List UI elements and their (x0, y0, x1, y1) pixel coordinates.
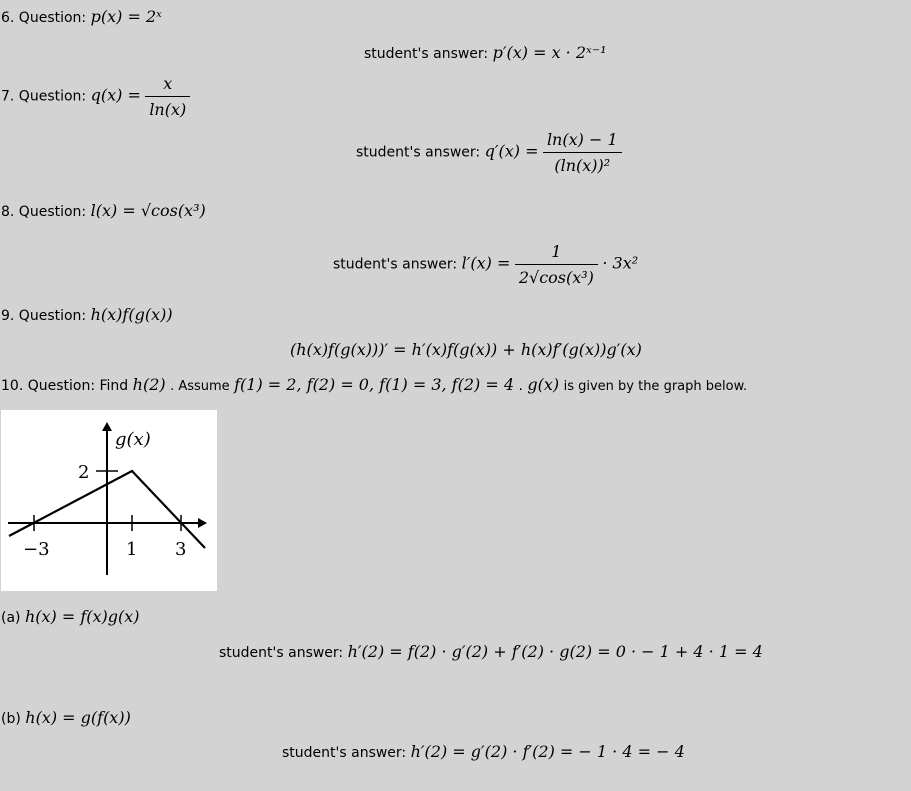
x-axis-arrow (198, 518, 207, 528)
part-a (1, 607, 140, 626)
question-7-answer-lhs: q′(x) = (484, 141, 539, 161)
question-8-expression: l(x) = √cos(x³) (90, 201, 206, 220)
graph-xtick-label-3: 3 (175, 539, 187, 560)
question-8-answer-tail: · 3x² (602, 253, 639, 273)
part-a-answer-expression: h′(2) = f(2) · g′(2) + f′(2) · g(2) = 0 · − 1 + 4 · 1 = 4 (347, 642, 763, 661)
question-7-answer (356, 130, 622, 175)
fraction-numerator: ln(x) − 1 (543, 130, 622, 153)
question-6-answer-expression: p′(x) = x · 2ˣ⁻¹ (492, 43, 607, 62)
graph-xtick-label-1: 1 (126, 539, 138, 560)
question-10-conditions: f(1) = 2, f(2) = 0, f(1) = 3, f(2) = 4 (234, 375, 515, 394)
question-9 (1, 305, 173, 324)
part-b (1, 708, 131, 727)
question-7 (1, 74, 190, 119)
question-8-answer (333, 242, 638, 287)
answer-label: student's answer: (282, 745, 407, 761)
question-7-fraction (145, 74, 190, 119)
answer-label: student's answer: (364, 46, 489, 62)
product-rule-formula: (h(x)f(g(x)))′ = h′(x)f(g(x)) + h(x)f′(g(x))g′(x) (290, 340, 642, 359)
question-10-dot: . (518, 378, 523, 394)
question-6-prefix: 6. Question: (1, 10, 87, 26)
question-6 (1, 7, 162, 26)
part-b-label: (b) (1, 711, 21, 727)
graph-of-g (1, 410, 217, 591)
question-8 (1, 201, 206, 220)
part-a-expression: h(x) = f(x)g(x) (24, 607, 140, 626)
question-9-expression: h(x)f(g(x)) (90, 305, 173, 324)
fraction-denominator: ln(x) (149, 100, 187, 119)
part-a-label: (a) (1, 610, 21, 626)
answer-label: student's answer: (356, 144, 481, 161)
fraction-numerator: 1 (515, 242, 598, 265)
graph-ytick-label: 2 (78, 462, 90, 483)
part-a-answer (219, 642, 763, 661)
question-6-answer (364, 43, 607, 62)
question-6-expression: p(x) = 2ˣ (90, 7, 162, 26)
question-10 (1, 375, 747, 394)
question-10-gx: g(x) (527, 375, 560, 394)
question-7-answer-fraction (543, 130, 622, 175)
question-10-assume: . Assume (170, 379, 230, 394)
question-8-answer-fraction (515, 242, 598, 287)
fraction-denominator: 2√cos(x³) (518, 268, 594, 287)
question-7-lhs: q(x) = (90, 85, 141, 105)
part-b-answer-expression: h′(2) = g′(2) · f′(2) = − 1 · 4 = − 4 (410, 742, 685, 761)
fraction-numerator: x (145, 74, 190, 97)
part-b-answer (282, 742, 685, 761)
question-9-prefix: 9. Question: (1, 308, 87, 324)
graph-xtick-label-minus3: −3 (23, 539, 50, 560)
graph-svg (1, 410, 217, 591)
fraction-denominator: (ln(x))² (554, 156, 611, 175)
y-axis-arrow (102, 422, 112, 431)
graph-ylabel: g(x) (115, 429, 151, 450)
question-10-prefix: 10. Question: Find (1, 378, 129, 394)
question-8-prefix: 8. Question: (1, 204, 87, 220)
question-7-prefix: 7. Question: (1, 88, 87, 105)
question-8-answer-lhs: l′(x) = (461, 253, 511, 273)
answer-label: student's answer: (219, 645, 344, 661)
part-b-expression: h(x) = g(f(x)) (25, 708, 131, 727)
question-10-graph-text: is given by the graph below. (563, 379, 748, 394)
answer-label: student's answer: (333, 256, 458, 273)
question-10-h2: h(2) (132, 375, 166, 394)
